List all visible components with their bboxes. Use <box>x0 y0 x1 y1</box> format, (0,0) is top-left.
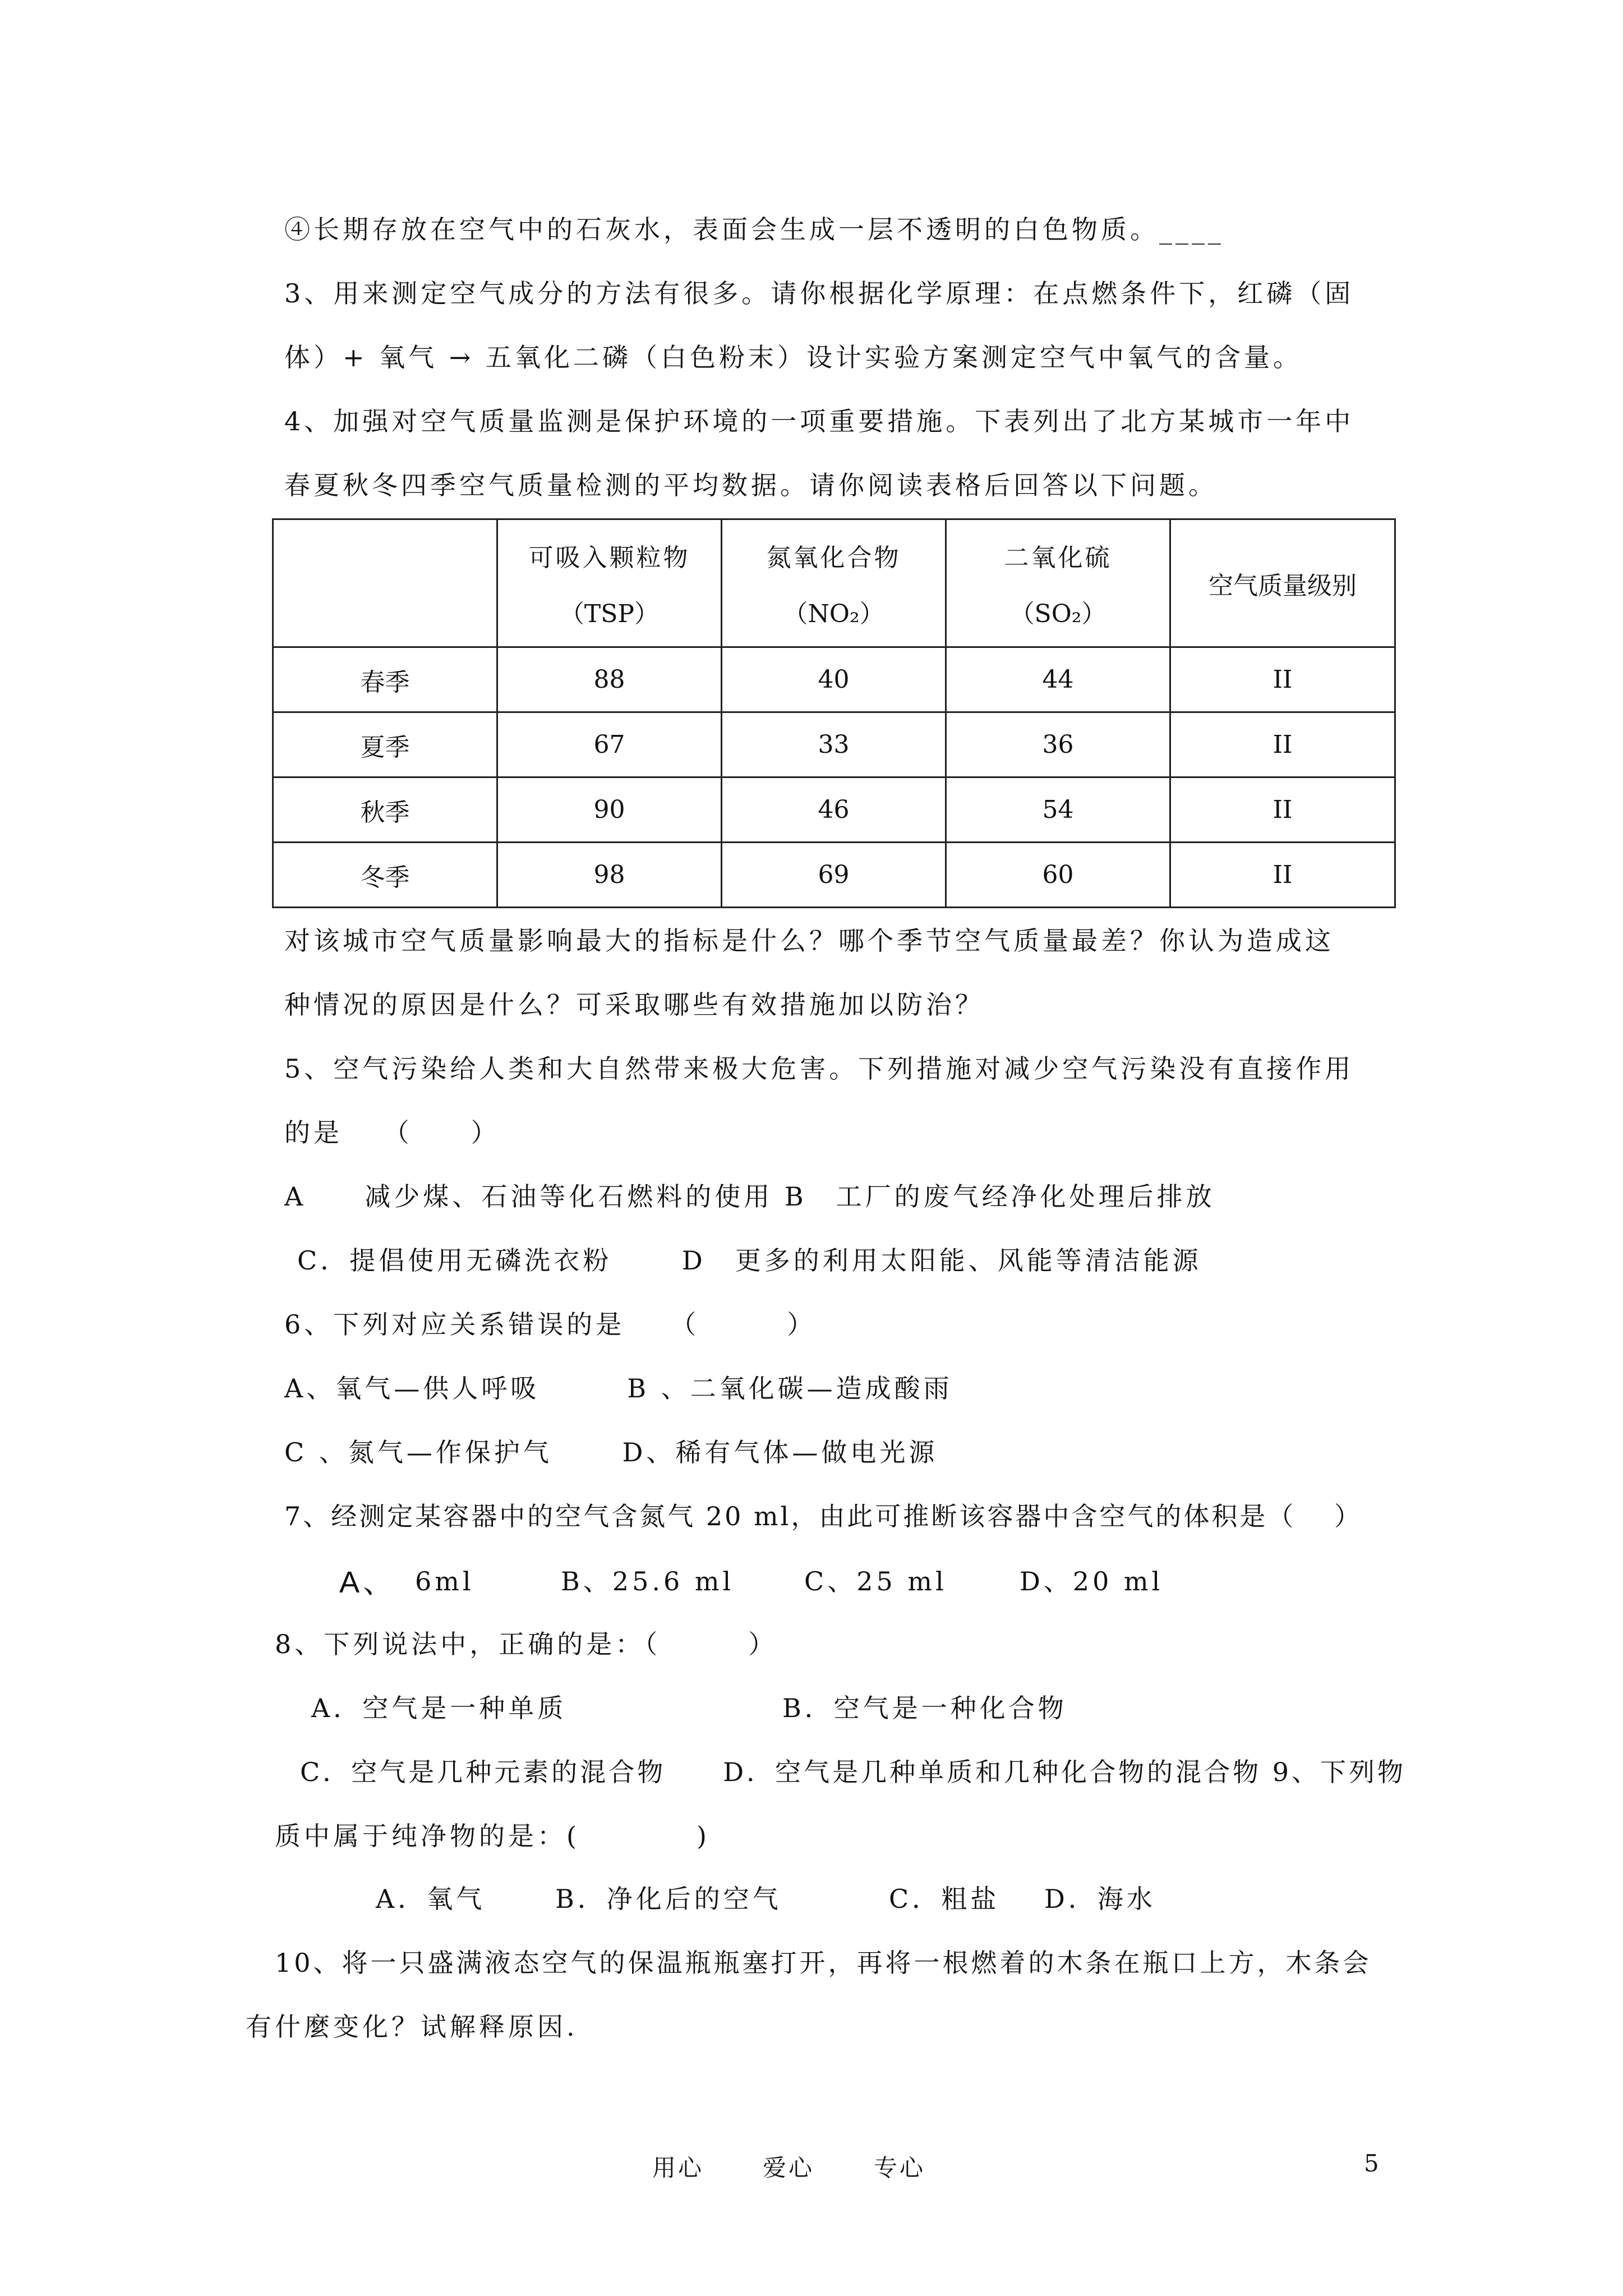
question-7-option-a-label: A、 <box>339 1566 397 1599</box>
table-cell: 36 <box>946 712 1170 777</box>
question-6-options-ab: A、氧气—供人呼吸 B 、二氧化碳—造成酸雨 <box>284 1373 953 1404</box>
question-9-option-c: C．粗盐 <box>889 1884 1000 1914</box>
table-row <box>273 712 1395 777</box>
table-cell: 40 <box>722 647 946 712</box>
question-7-stem: 7、经测定某容器中的空气含氮气 20 ml，由此可推断该容器中含空气的体积是（ ） <box>284 1501 1362 1531</box>
table-header-cell: 二氧化硫 （SO₂） <box>946 519 1170 647</box>
footer-motto-1: 用心 <box>652 2154 704 2182</box>
question-3-line-1: 3、用来测定空气成分的方法有很多。请你根据化学原理：在点燃条件下，红磷（固 <box>284 278 1354 309</box>
question-10-line-2: 有什麼变化？试解释原因. <box>246 2012 578 2042</box>
question-4-line-4: 种情况的原因是什么？可采取哪些有效措施加以防治？ <box>284 990 984 1020</box>
table-cell: 夏季 <box>273 712 497 777</box>
table-cell: 春季 <box>273 647 497 712</box>
question-6-stem: 6、下列对应关系错误的是 （ ） <box>284 1309 817 1340</box>
question-8-option-b: B．空气是一种化合物 <box>782 1693 1067 1723</box>
question-6-options-cd: C 、氮气—作保护气 D、稀有气体—做电光源 <box>284 1437 938 1467</box>
table-header-cell: 空气质量级别 <box>1170 519 1395 647</box>
question-7-option-a: 6ml <box>415 1566 474 1596</box>
footer-motto-2: 爱心 <box>763 2154 815 2182</box>
question-2-item-4: ④长期存放在空气中的石灰水，表面会生成一层不透明的白色物质。____ <box>284 214 1224 245</box>
table-cell: 秋季 <box>273 777 497 843</box>
table-cell: II <box>1170 777 1395 843</box>
table-cell: 54 <box>946 777 1170 843</box>
question-7-option-c: C、25 ml <box>804 1566 947 1596</box>
question-10-line-1: 10、将一只盛满液态空气的保温瓶瓶塞打开，再将一根燃着的木条在瓶口上方，木条会 <box>275 1948 1372 1978</box>
question-8-stem: 8、下列说法中，正确的是：（ ） <box>275 1629 778 1659</box>
table-header-cell: 氮氧化合物 （NO₂） <box>722 519 946 647</box>
question-3-line-2: 体）+ 氧气 → 五氧化二磷（白色粉末）设计实验方案测定空气中氧气的含量。 <box>284 342 1302 372</box>
table-cell: 冬季 <box>273 843 497 908</box>
question-8-option-a: A．空气是一种单质 <box>311 1693 567 1723</box>
question-5-options-ab: A 减少煤、石油等化石燃料的使用 B 工厂的废气经净化处理后排放 <box>284 1181 1215 1212</box>
question-9-option-b: B．净化后的空气 <box>555 1884 782 1914</box>
table-cell: II <box>1170 712 1395 777</box>
footer-motto-3: 专心 <box>874 2154 926 2182</box>
question-4-line-3: 对该城市空气质量影响最大的指标是什么？哪个季节空气质量最差？你认为造成这 <box>284 926 1334 956</box>
question-5-line-2: 的是 （ ） <box>284 1117 500 1148</box>
table-cell: 90 <box>497 777 722 843</box>
question-7-option-b: B、25.6 ml <box>561 1566 735 1596</box>
table-cell: 60 <box>946 843 1170 908</box>
table-cell: 88 <box>497 647 722 712</box>
table-header-cell: 可吸入颗粒物 （TSP） <box>497 519 722 647</box>
table-header-row <box>273 519 1395 647</box>
table-cell: 69 <box>722 843 946 908</box>
air-quality-table <box>272 518 1396 908</box>
table-row <box>273 647 1395 712</box>
table-cell: II <box>1170 647 1395 712</box>
table-cell: 67 <box>497 712 722 777</box>
question-4-line-1: 4、加强对空气质量监测是保护环境的一项重要措施。下表列出了北方某城市一年中 <box>284 406 1354 436</box>
question-7-option-d: D、20 ml <box>1020 1566 1164 1596</box>
question-5-options-cd: C．提倡使用无磷洗衣粉 D 更多的利用太阳能、风能等清洁能源 <box>297 1245 1202 1276</box>
question-9-stem: 质中属于纯净物的是：( ) <box>275 1821 710 1851</box>
question-5-line-1: 5、空气污染给人类和大自然带来极大危害。下列措施对减少空气污染没有直接作用 <box>284 1053 1354 1084</box>
table-cell: 98 <box>497 843 722 908</box>
question-4-line-2: 春夏秋冬四季空气质量检测的平均数据。请你阅读表格后回答以下问题。 <box>284 470 1218 500</box>
page-number: 5 <box>1364 2150 1381 2177</box>
table-cell: 33 <box>722 712 946 777</box>
question-9-option-d: D．海水 <box>1044 1884 1156 1914</box>
question-9-option-a: A．氧气 <box>376 1884 486 1914</box>
question-8-option-c-d-question-9: C．空气是几种元素的混合物 D．空气是几种单质和几种化合物的混合物 9、下列物 <box>300 1757 1406 1787</box>
table-cell: 46 <box>722 777 946 843</box>
table-row <box>273 843 1395 908</box>
table-cell: II <box>1170 843 1395 908</box>
table-cell: 44 <box>946 647 1170 712</box>
table-header-corner <box>273 519 497 647</box>
table-row <box>273 777 1395 843</box>
